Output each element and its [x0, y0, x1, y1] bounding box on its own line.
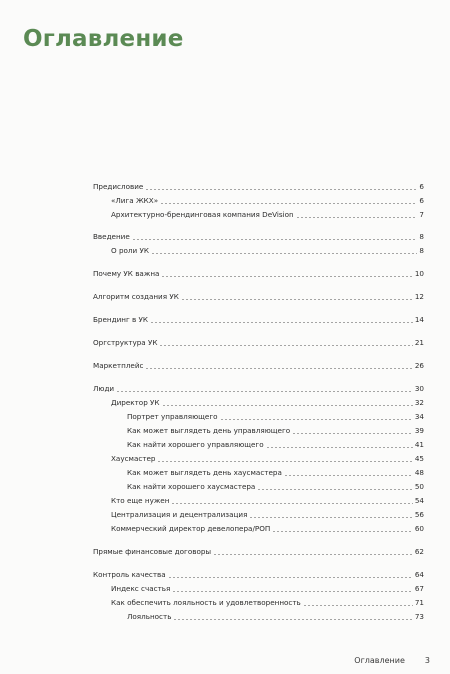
toc-leader-dots — [159, 345, 412, 346]
toc-entry[interactable] — [127, 478, 424, 492]
toc-leader-dots — [249, 517, 412, 518]
toc-leader-dots — [272, 531, 413, 532]
toc-leader-dots — [160, 203, 417, 204]
toc-entry-page: 8 — [419, 232, 424, 241]
toc-entry-page: 60 — [414, 524, 424, 533]
toc-entry-page: 48 — [414, 468, 424, 477]
toc-entry[interactable] — [93, 380, 424, 394]
toc-entry-page: 50 — [414, 482, 424, 491]
toc-entry-page: 6 — [419, 196, 424, 205]
toc-entry-label: Индекс счастья — [111, 584, 171, 593]
toc-entry-label: Брендинг в УК — [93, 315, 149, 324]
toc-entry[interactable] — [111, 192, 424, 206]
toc-leader-dots — [303, 605, 413, 606]
toc-entry-label: Контроль качества — [93, 570, 166, 579]
toc-entry[interactable] — [93, 357, 424, 371]
toc-entry-page: 10 — [414, 269, 424, 278]
toc-leader-dots — [171, 503, 412, 504]
toc-leader-dots — [157, 461, 412, 462]
toc-leader-dots — [162, 405, 413, 406]
toc-leader-dots — [168, 577, 413, 578]
toc-leader-dots — [172, 591, 412, 592]
toc-leader-dots — [292, 433, 413, 434]
toc-entry[interactable] — [127, 608, 424, 622]
toc-entry-page: 54 — [414, 496, 424, 505]
toc-leader-dots — [145, 189, 417, 190]
toc-entry-page: 12 — [414, 292, 424, 301]
toc-entry[interactable] — [111, 206, 424, 220]
toc-entry-label: Как обеспечить лояльность и удовлетворенность — [111, 598, 301, 607]
page-title: Оглавление — [23, 26, 184, 52]
toc-leader-dots — [213, 554, 413, 555]
toc-entry-label: Предисловие — [93, 182, 144, 191]
toc-entry[interactable] — [93, 566, 424, 580]
toc-entry-label: Алгоритм создания УК — [93, 292, 179, 301]
toc-entry-label: Маркетплейс — [93, 361, 144, 370]
toc-entry[interactable] — [111, 520, 424, 534]
toc-entry-page: 26 — [414, 361, 424, 370]
toc-entry-page: 6 — [419, 182, 424, 191]
toc-entry-label: Директор УК — [111, 398, 160, 407]
toc-entry[interactable] — [111, 450, 424, 464]
toc-entry-label: Архитектурно-брендинговая компания DeVision — [111, 210, 294, 219]
toc-leader-dots — [284, 475, 413, 476]
toc-entry[interactable] — [111, 492, 424, 506]
toc-entry-page: 41 — [414, 440, 424, 449]
toc-entry[interactable] — [93, 334, 424, 348]
toc-entry-page: 62 — [414, 547, 424, 556]
toc-entry-label: Хаусмастер — [111, 454, 156, 463]
toc-entry[interactable] — [111, 506, 424, 520]
toc-leader-dots — [116, 391, 413, 392]
toc-entry-label: Централизация и децентрализация — [111, 510, 248, 519]
toc-entry[interactable] — [127, 408, 424, 422]
toc-entry[interactable] — [93, 288, 424, 302]
toc-leader-dots — [145, 368, 412, 369]
toc-entry-page: 45 — [414, 454, 424, 463]
toc-entry-page: 67 — [414, 584, 424, 593]
toc-entry-page: 8 — [419, 246, 424, 255]
toc-entry[interactable] — [93, 178, 424, 192]
toc-entry-page: 39 — [414, 426, 424, 435]
toc-entry-label: Как может выглядеть день управляющего — [127, 426, 291, 435]
toc-entry[interactable] — [111, 580, 424, 594]
footer-page-number: 3 — [424, 656, 430, 665]
toc-entry-page: 30 — [414, 384, 424, 393]
toc-entry[interactable] — [93, 543, 424, 557]
toc-entry-page: 21 — [414, 338, 424, 347]
toc-leader-dots — [296, 217, 418, 218]
toc-leader-dots — [132, 239, 418, 240]
toc-entry-label: Портрет управляющего — [127, 412, 218, 421]
toc-entry-label: Как найти хорошего управляющего — [127, 440, 264, 449]
toc-entry-label: Люди — [93, 384, 115, 393]
toc-entry-label: Прямые финансовые договоры — [93, 547, 212, 556]
page-footer — [354, 656, 430, 665]
toc-entry[interactable] — [111, 594, 424, 608]
toc-entry-page: 64 — [414, 570, 424, 579]
toc-entry-page: 14 — [414, 315, 424, 324]
toc-leader-dots — [257, 489, 413, 490]
toc-entry-label: О роли УК — [111, 246, 149, 255]
toc-entry-label: «Лига ЖКХ» — [111, 196, 159, 205]
toc-entry-page: 56 — [414, 510, 424, 519]
toc-entry[interactable] — [111, 394, 424, 408]
toc-leader-dots — [220, 419, 413, 420]
footer-section-title: Оглавление — [354, 656, 405, 665]
toc-entry-page: 34 — [414, 412, 424, 421]
toc-leader-dots — [266, 447, 413, 448]
toc-entry-label: Коммерческий директор девелопера/РОП — [111, 524, 271, 533]
toc-entry-label: Введение — [93, 232, 130, 241]
toc-entry-page: 71 — [414, 598, 424, 607]
toc-entry-page: 73 — [414, 612, 424, 621]
toc-entry-label: Почему УК важна — [93, 269, 160, 278]
toc-leader-dots — [150, 322, 413, 323]
toc-entry[interactable] — [111, 242, 424, 256]
toc-leader-dots — [181, 299, 413, 300]
toc-entry[interactable] — [93, 265, 424, 279]
toc-entry-label: Как может выглядеть день хаусмастера — [127, 468, 282, 477]
toc-entry[interactable] — [93, 228, 424, 242]
toc-entry[interactable] — [127, 422, 424, 436]
toc-entry[interactable] — [93, 311, 424, 325]
toc-entry-label: Как найти хорошего хаусмастера — [127, 482, 256, 491]
toc-leader-dots — [161, 276, 412, 277]
toc-leader-dots — [151, 253, 417, 254]
toc-entry[interactable] — [127, 436, 424, 450]
toc-entry-page: 7 — [419, 210, 424, 219]
toc-entry-label: Лояльность — [127, 612, 172, 621]
toc-entry-label: Кто еще нужен — [111, 496, 170, 505]
toc-entry[interactable] — [127, 464, 424, 478]
toc-entry-label: Оргструктура УК — [93, 338, 158, 347]
toc-entry-page: 32 — [414, 398, 424, 407]
toc-leader-dots — [173, 619, 412, 620]
